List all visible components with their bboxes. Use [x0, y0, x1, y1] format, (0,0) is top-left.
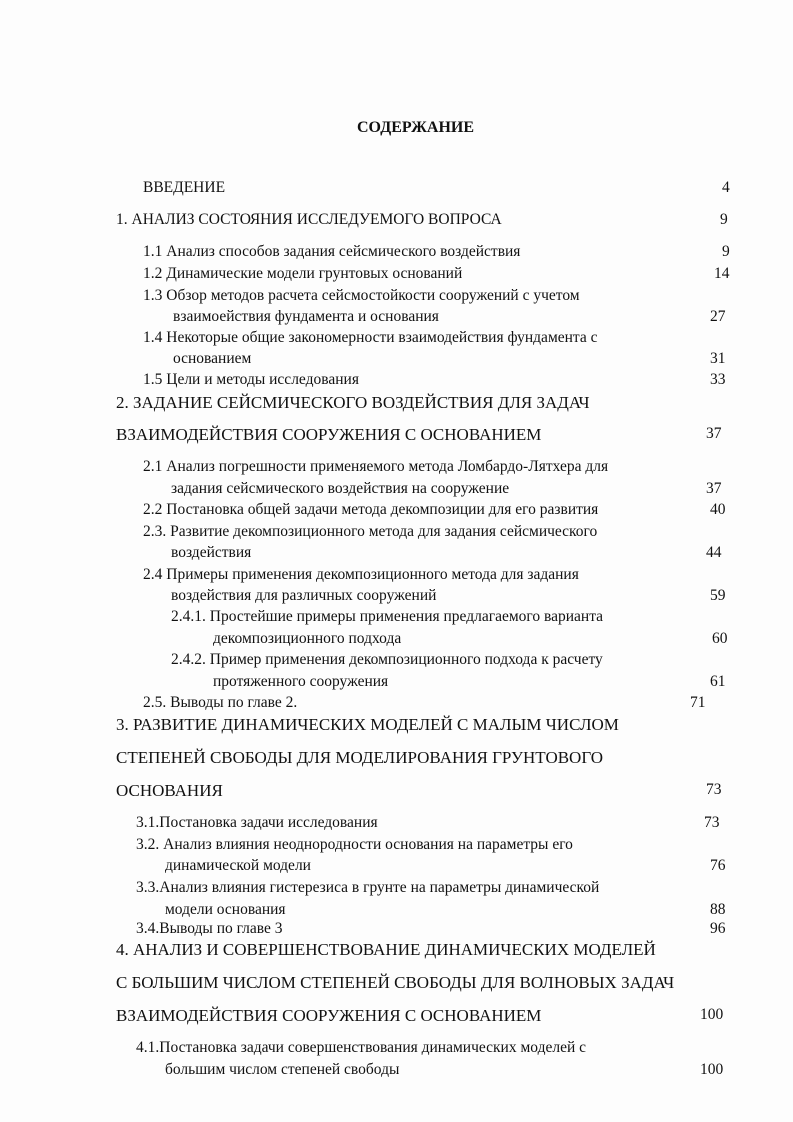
- toc-entry-text: 2.3. Развитие декомпозиционного метода для задания сейсмического: [143, 523, 598, 540]
- toc-page-number: 4: [722, 179, 730, 196]
- toc-entry-text: 2.4 Примеры применения декомпозиционного метода для задания: [143, 566, 579, 583]
- toc-page-number: 37: [706, 425, 722, 442]
- toc-page-number: 100: [700, 1061, 724, 1078]
- toc-entry-text: 1.5 Цели и методы исследования: [143, 371, 359, 388]
- toc-entry-text: ВЗАИМОДЕЙСТВИЯ СООРУЖЕНИЯ С ОСНОВАНИЕМ: [116, 1006, 542, 1025]
- toc-page-number: 73: [706, 781, 722, 798]
- toc-entry-text: 2. ЗАДАНИЕ СЕЙСМИЧЕСКОГО ВОЗДЕЙСТВИЯ ДЛЯ ЗАДАЧ: [116, 393, 590, 412]
- toc-entry-text: протяженного сооружения: [213, 673, 389, 690]
- toc-entry-text: основанием: [173, 350, 252, 367]
- toc-page-number: 88: [710, 901, 726, 918]
- toc-page-number: 9: [722, 243, 730, 260]
- toc-entry-text: ВВЕДЕНИЕ: [143, 179, 226, 196]
- toc-page-number: 40: [710, 501, 726, 518]
- toc-entry-text: 4. АНАЛИЗ И СОВЕРШЕНСТВОВАНИЕ ДИНАМИЧЕСКИХ МОДЕЛЕЙ: [116, 940, 656, 959]
- toc-entry-text: СТЕПЕНЕЙ СВОБОДЫ ДЛЯ МОДЕЛИРОВАНИЯ ГРУНТОВОГО: [116, 748, 604, 767]
- toc-entry-text: ОСНОВАНИЯ: [116, 781, 223, 800]
- toc-entry-text: 1.1 Анализ способов задания сейсмического воздействия: [143, 243, 521, 260]
- toc-entry-text: 2.5. Выводы по главе 2.: [143, 694, 298, 711]
- toc-entry-text: 1.4 Некоторые общие закономерности взаимодействия фундамента с: [143, 329, 598, 346]
- toc-page-number: 44: [706, 544, 722, 561]
- toc-entry-text: воздействия для различных сооружений: [171, 587, 437, 604]
- toc-page-number: 33: [710, 371, 726, 388]
- toc-entry-text: 3.4.Выводы по главе 3: [136, 920, 283, 937]
- toc-page-number: 14: [714, 265, 730, 282]
- toc-entry-text: 1. АНАЛИЗ СОСТОЯНИЯ ИССЛЕДУЕМОГО ВОПРОСА: [116, 211, 502, 228]
- toc-entry-text: 2.4.1. Простейшие примеры применения предлагаемого варианта: [171, 608, 604, 625]
- toc-entry-text: 1.2 Динамические модели грунтовых оснований: [143, 265, 463, 282]
- toc-entry-text: 3. РАЗВИТИЕ ДИНАМИЧЕСКИХ МОДЕЛЕЙ С МАЛЫМ ЧИСЛОМ: [116, 715, 619, 734]
- toc-page-number: 9: [720, 211, 728, 228]
- toc-entry-text: модели основания: [165, 901, 286, 918]
- toc-entry-text: задания сейсмического воздействия на сооружение: [171, 480, 510, 497]
- toc-entry-text: С БОЛЬШИМ ЧИСЛОМ СТЕПЕНЕЙ СВОБОДЫ ДЛЯ ВОЛНОВЫХ ЗАДАЧ: [116, 973, 675, 992]
- toc-page-number: 60: [712, 630, 728, 647]
- toc-entry-text: взаимоействия фундамента и основания: [173, 308, 439, 325]
- toc-entry-text: 2.4.2. Пример применения декомпозиционного подхода к расчету: [171, 651, 603, 668]
- toc-entry-text: воздействия: [171, 544, 252, 561]
- toc-page-number: 73: [704, 814, 720, 831]
- toc-page-number: 27: [710, 308, 726, 325]
- toc-entry-text: 4.1.Постановка задачи совершенствования динамических моделей с: [136, 1039, 587, 1056]
- toc-page-number: 71: [690, 694, 706, 711]
- toc-page-number: 100: [700, 1006, 724, 1023]
- toc-entry-text: 3.1.Постановка задачи исследования: [136, 814, 378, 831]
- toc-page-number: 76: [710, 857, 726, 874]
- toc-entry-text: большим числом степеней свободы: [165, 1061, 400, 1078]
- toc-entry-text: декомпозиционного подхода: [213, 630, 402, 647]
- toc-entry-text: 2.1 Анализ погрешности применяемого метода Ломбардо-Лятхера для: [143, 458, 609, 475]
- toc-page-number: 96: [710, 920, 726, 937]
- toc-page-number: 37: [706, 480, 722, 497]
- toc-entry-text: 1.3 Обзор методов расчета сейсмостойкости сооружений с учетом: [143, 287, 580, 304]
- toc-page-number: 61: [710, 673, 726, 690]
- toc-entry-text: 3.2. Анализ влияния неоднородности основания на параметры его: [136, 836, 573, 853]
- toc-entry-text: динамической модели: [165, 857, 311, 874]
- toc-page-number: 59: [710, 587, 726, 604]
- toc-entry-text: 3.3.Анализ влияния гистерезиса в грунте на параметры динамической: [136, 879, 600, 896]
- toc-entry-text: ВЗАИМОДЕЙСТВИЯ СООРУЖЕНИЯ С ОСНОВАНИЕМ: [116, 425, 542, 444]
- toc-entry-text: 2.2 Постановка общей задачи метода декомпозиции для его развития: [143, 501, 599, 518]
- toc-page-number: 31: [710, 350, 726, 367]
- toc-title: СОДЕРЖАНИЕ: [357, 119, 475, 136]
